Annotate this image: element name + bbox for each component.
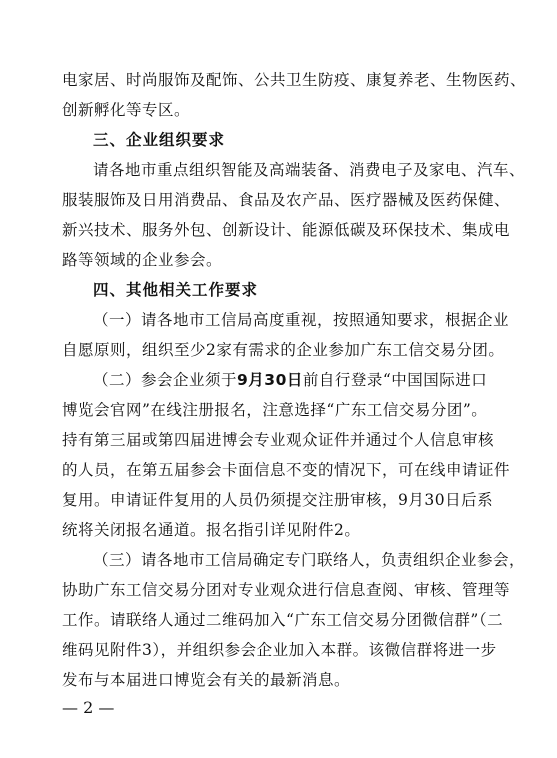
paragraph-line: 持有第三届或第四届进博会专业观众证件并通过个人信息审核 [62,431,495,449]
paragraph-line: 协助广东工信交易分团对专业观众进行信息查阅、审核、管理等 [62,581,511,599]
page-number: — 2 — [62,698,115,717]
paragraph-line: 新兴技术、服务外包、创新设计、能源低碳及环保技术、集成电 [62,221,511,239]
paragraph-line: 请各地市重点组织智能及高端装备、消费电子及家电、汽车、 [93,161,526,179]
paragraph-line: 统将关闭报名通道。报名指引详见附件2。 [62,521,361,539]
line-text: （二）参会企业须于 [93,371,238,389]
paragraph-line: 复用。申请证件复用的人员仍须提交注册审核，9月30日后系 [62,491,494,509]
paragraph-line: 博览会官网”在线注册报名，注意选择“广东工信交易分团”。 [62,401,488,419]
line-text: 前自行登录“中国国际进口 [302,371,488,389]
paragraph-line: 服装服饰及日用消费品、食品及农产品、医疗器械及医药保健、 [62,191,511,209]
section-heading-3: 三、企业组织要求 [93,131,226,149]
paragraph-line: 创新孵化等专区。 [62,101,191,119]
paragraph-line: （一）请各地市工信局高度重视，按照通知要求，根据企业 [93,311,510,329]
paragraph-line: 自愿原则，组织至少2家有需求的企业参加广东工信交易分团。 [62,341,505,359]
paragraph-line: 维码见附件3），并组织参会企业加入本群。该微信群将进一步 [62,641,497,659]
paragraph-line: 路等领域的企业参会。 [62,251,223,269]
paragraph-line: 工作。请联络人通过二维码加入“广东工信交易分团微信群”（二 [62,611,504,629]
section-heading-4: 四、其他相关工作要求 [93,281,259,299]
paragraph-line [93,370,494,390]
paragraph-line: （三）请各地市工信局确定专门联络人，负责组织企业参会， [93,551,526,569]
paragraph-line: 的人员，在第五届参会卡面信息不变的情况下，可在线申请证件 [62,461,511,479]
paragraph-line: 发布与本届进口博览会有关的最新消息。 [62,671,351,689]
paragraph-line: 电家居、时尚服饰及配饰、公共卫生防疫、康复养老、生物医药、 [62,71,527,89]
deadline-date: 9月30日 [237,371,303,389]
